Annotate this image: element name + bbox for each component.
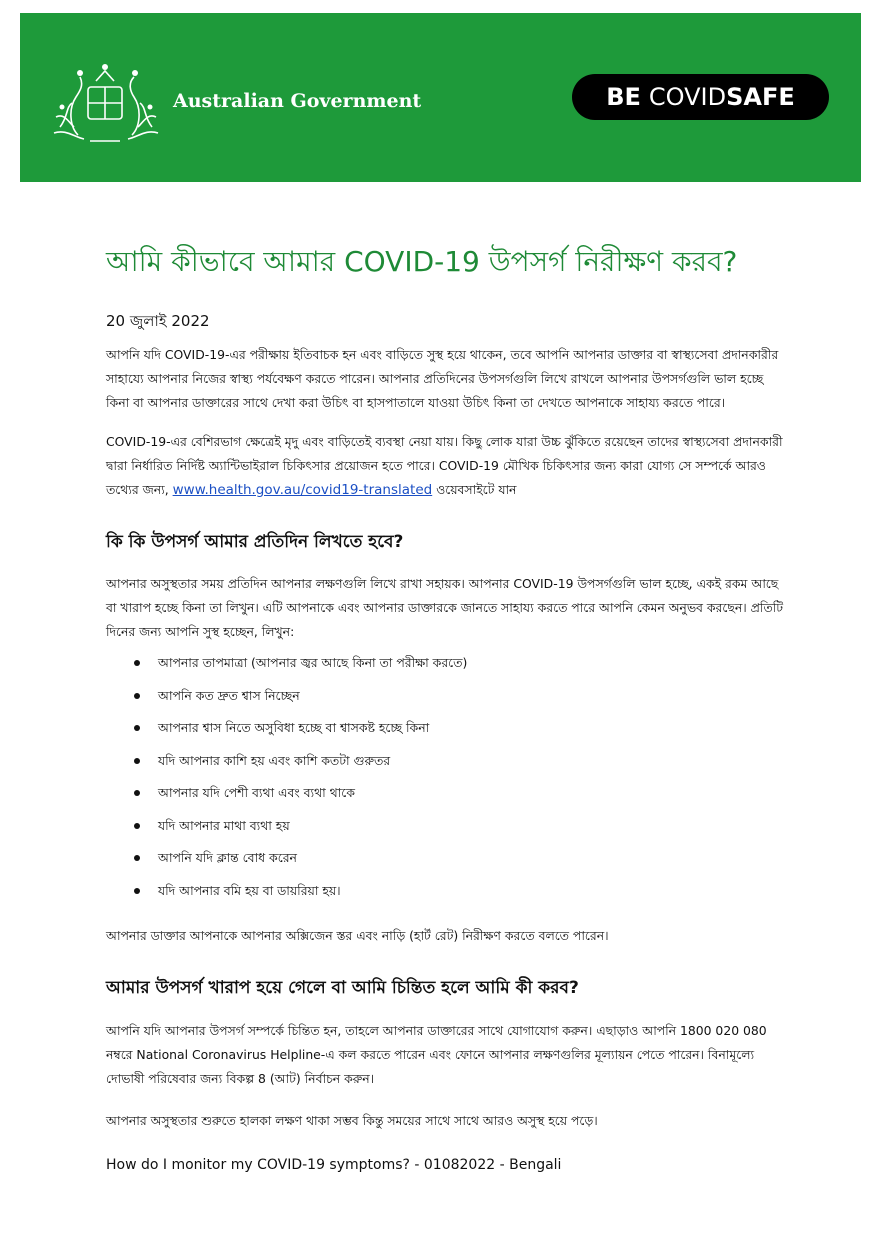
government-name: Australian Government	[173, 90, 422, 112]
symptoms-paragraph: আপনার অসুস্থতার সময় প্রতিদিন আপনার লক্ষণগুলি লিখে রাখা সহায়ক। আপনার COVID-19 উপসর্গগুলি ভাল হচ্ছে, একই রকম আছে বা খারাপ হচ্ছে কিনা তা লিখুন। এটি আপনাকে এবং আপনার ডাক্তারকে জানতে সাহায্য করতে পারে আপনি কেমন অনুভব করছেন। প্রতিটি দিনের জন্য আপনি সুস্থ হচ্ছেন, লিখুন:	[106, 576, 784, 639]
list-item: আপনি কত দ্রুত শ্বাস নিচ্ছেন	[106, 680, 786, 713]
page-title: আমি কীভাবে আমার COVID-19 উপসর্গ নিরীক্ষণ করব?	[106, 245, 738, 278]
oxygen-paragraph: আপনার ডাক্তার আপনাকে আপনার অক্সিজেন স্তর এবং নাড়ি (হার্ট রেট) নিরীক্ষণ করতে বলতে পারেন।	[106, 928, 609, 943]
badge-be: BE	[606, 83, 641, 111]
health-website-link[interactable]: www.health.gov.au/covid19-translated	[172, 482, 433, 498]
mild-symptoms-paragraph: আপনার অসুস্থতার শুরুতে হালকা লক্ষণ থাকা সম্ভব কিন্তু সময়ের সাথে সাথে আরও অসুস্থ হয়ে পড়ে।	[106, 1113, 598, 1128]
worse-symptoms-heading: আমার উপসর্গ খারাপ হয়ে গেলে বা আমি চিন্তিত হলে আমি কী করব?	[106, 978, 579, 998]
helpline-paragraph: আপনি যদি আপনার উপসর্গ সম্পর্কে চিন্তিত হন, তাহলে আপনার ডাক্তারের সাথে যোগাযোগ করুন। এছাড়াও আপনি 1800 020 080 নম্বরে National Coronavirus Helpline-এ কল করতে পারেন এবং ফোনে আপনার লক্ষণগুলির মূল্যায়ন পেতে পারেন। বিনামূল্যে দোভাষী পরিষেবার জন্য বিকল্প 8 (আট) নির্বাচন করুন।	[106, 1023, 767, 1086]
treatment-text: COVID-19-এর বেশিরভাগ ক্ষেত্রেই মৃদু এবং বাড়িতেই ব্যবস্থা নেয়া যায়। কিছু লোক যারা উচ্চ ঝুঁকিতে রয়েছেন তাদের স্বাস্থ্যসেবা প্রদানকারী দ্বারা নির্ধারিত নির্দিষ্ট অ্যান্টিভাইরাল চিকিৎসার প্রয়োজন হতে পারে। COVID-19 মৌখিক চিকিৎসার জন্য কারা যোগ্য সে সম্পর্কে আরও তথ্যের জন্য,	[106, 434, 783, 497]
list-item: আপনি যদি ক্লান্ত বোধ করেন	[106, 842, 786, 875]
document-footer: How do I monitor my COVID-19 symptoms? - 01082022 - Bengali	[106, 1157, 562, 1173]
be-covidsafe-badge	[572, 74, 829, 120]
government-banner	[20, 13, 861, 182]
list-item: আপনার তাপমাত্রা (আপনার জ্বর আছে কিনা তা পরীক্ষা করতে)	[106, 647, 786, 680]
treatment-paragraph	[106, 430, 786, 502]
symptoms-heading: কি কি উপসর্গ আমার প্রতিদিন লিখতে হবে?	[106, 532, 404, 552]
list-item: যদি আপনার কাশি হয় এবং কাশি কতটা গুরুতর	[106, 745, 786, 778]
list-item: আপনার যদি পেশী ব্যথা এবং ব্যথা থাকে	[106, 777, 786, 810]
list-item: আপনার শ্বাস নিতে অসুবিধা হচ্ছে বা শ্বাসকষ্ট হচ্ছে কিনা	[106, 712, 786, 745]
treatment-suffix: ওয়েবসাইটে যান	[432, 482, 517, 497]
list-item: যদি আপনার বমি হয় বা ডায়রিয়া হয়।	[106, 875, 786, 908]
list-item: যদি আপনার মাথা ব্যথা হয়	[106, 810, 786, 843]
coat-of-arms-icon	[50, 57, 162, 147]
publish-date: 20 জুলাই 2022	[106, 312, 210, 330]
badge-safe: SAFE	[726, 83, 795, 111]
symptoms-list	[106, 647, 786, 907]
badge-covid: COVID	[648, 83, 727, 111]
intro-paragraph: আপনি যদি COVID-19-এর পরীক্ষায় ইতিবাচক হন এবং বাড়িতে সুস্থ হয়ে থাকেন, তবে আপনি আপনার ডাক্তার বা স্বাস্থ্যসেবা প্রদানকারীর সাহায্যে আপনার নিজের স্বাস্থ্য পর্যবেক্ষণ করতে পারেন। আপনার প্রতিদিনের উপসর্গগুলি লিখে রাখলে আপনার উপসর্গগুলি ভাল হচ্ছে কিনা বা আপনার ডাক্তারের সাথে দেখা করা উচিৎ বা হাসপাতালে যাওয়া উচিৎ কিনা তা দেখতে আপনাকে সাহায্য করতে পারে।	[106, 347, 779, 410]
